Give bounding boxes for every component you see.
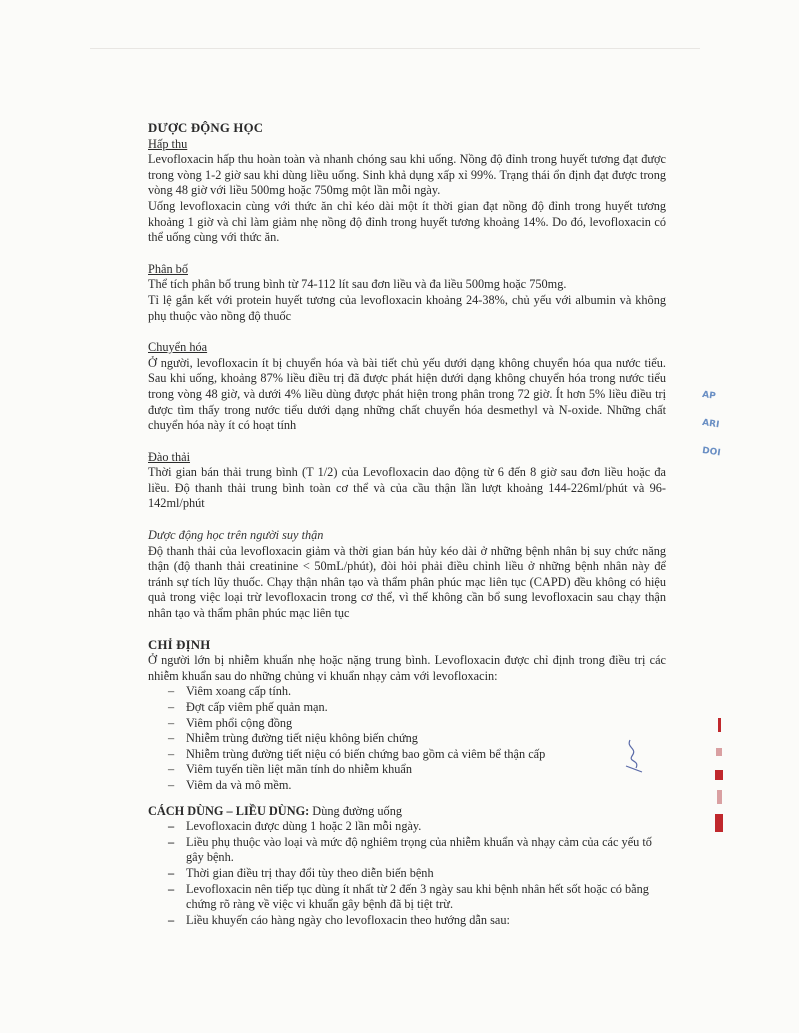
list-item: – Đợt cấp viêm phế quản mạn. [148,700,666,716]
subheading-metabolism: Chuyển hóa [148,340,208,355]
stamp-text: ARI [701,417,720,431]
paragraph-absorption-1: Levofloxacin hấp thu hoàn toàn và nhanh chóng sau khi uống. Nồng độ đỉnh trong huyết tương đạt được trong vòng 1-2 giờ sau khi dùng liều uống. Sinh khả dụng xấp xỉ 99%. Trạng thái ổn định đạt được trong vòng 48 giờ với liều 500mg hoặc 750mg một lần mỗi ngày. [148,152,666,198]
list-item: – Liều khuyến cáo hàng ngày cho levofloxacin theo hướng dẫn sau: [148,913,666,929]
stamp-text: DOI [701,445,722,459]
red-edge-mark [706,718,728,846]
paragraph-indications-intro: Ở người lớn bị nhiễm khuẩn nhẹ hoặc nặng trung bình. Levofloxacin được chỉ định trong điều trị các nhiễm khuẩn sau do những chủng vi khuẩn nhạy cảm với levofloxacin: [148,653,666,683]
paragraph-distribution-2: Tỉ lệ gắn kết với protein huyết tương của levofloxacin khoảng 24-38%, chủ yếu với albumin và không phụ thuộc vào nồng độ thuốc [148,292,666,323]
indications-list [148,684,666,793]
list-item: – Viêm xoang cấp tính. [148,684,666,700]
list-item: – Levofloxacin nên tiếp tục dùng ít nhất từ 2 đến 3 ngày sau khi bệnh nhân hết sốt hoặc có bằng chứng rõ ràng về việc vi khuẩn gây bệnh đã bị tiệt trừ. [148,882,666,913]
list-item: – Viêm phổi cộng đồng [148,716,666,732]
list-item: – Levofloxacin được dùng 1 hoặc 2 lần mỗi ngày. [148,819,666,835]
list-item: – Thời gian điều trị thay đổi tùy theo diễn biến bệnh [148,866,666,882]
paragraph-distribution-1: Thể tích phân bố trung bình từ 74-112 lít sau đơn liều và đa liều 500mg hoặc 750mg. [148,277,567,292]
section-title-dosage [148,804,666,820]
list-item: – Liều phụ thuộc vào loại và mức độ nghiêm trọng của nhiễm khuẩn và nhạy cảm của các yếu tố gây bệnh. [148,835,666,866]
list-item: – Viêm tuyến tiền liệt mãn tính do nhiễm khuẩn [148,762,666,778]
scan-edge-line [90,48,700,49]
margin-stamp [701,389,732,476]
section-title-indications: CHỈ ĐỊNH [148,637,211,652]
list-item: – Nhiễm trùng đường tiết niệu không biến chứng [148,731,666,747]
dosage-title: CÁCH DÙNG – LIỀU DÙNG: [148,803,310,818]
list-item: – Nhiễm trùng đường tiết niệu có biến chứng bao gồm cả viêm bể thận cấp [148,747,666,763]
paragraph-renal: Độ thanh thải của levofloxacin giảm và thời gian bán hủy kéo dài ở những bệnh nhân bị suy chức năng thận (độ thanh thải creatinine < 50mL/phút), đòi hỏi phải điều chỉnh liều ở những bệnh nhân này để tránh sự tích lũy thuốc. Chạy thận nhân tạo và thẩm phân phúc mạc liên tục (CAPD) đều không có hiệu quả trong việc loại trừ levofloxacin trong cơ thể, vì thế không cần bổ sung levofloxacin sau chạy thận nhân tạo và thẩm phân phúc mạc liên tục [148,543,666,621]
subheading-absorption: Hấp thu [148,136,188,151]
subheading-elimination: Đào thải [148,449,191,464]
dosage-route: Dùng đường uống [309,803,402,818]
document-page [148,121,666,928]
dosage-list [148,819,666,928]
subheading-distribution: Phân bố [148,261,188,276]
section-title-pharmacokinetics: DƯỢC ĐỘNG HỌC [148,121,264,135]
paragraph-elimination: Thời gian bán thải trung bình (T 1/2) của Levofloxacin dao động từ 6 đến 8 giờ sau đơn liều hoặc đa liều. Độ thanh thải trung bình toàn cơ thể và của cầu thận lần lượt khoảng 144-226ml/phút và 96-142ml/phút [148,465,666,511]
signature-mark [618,736,648,776]
subheading-renal: Dược động học trên người suy thận [148,528,324,543]
list-item: – Viêm da và mô mềm. [148,778,666,794]
paragraph-absorption-2: Uống levofloxacin cùng với thức ăn chỉ kéo dài một ít thời gian đạt nồng độ đỉnh trong huyết tương khoảng 1 giờ và chỉ làm giảm nhẹ nồng độ đỉnh trong huyết tương khoảng 14%. Do đó, levofloxacin có thể uống cùng với thức ăn. [148,198,666,245]
paragraph-metabolism: Ở người, levofloxacin ít bị chuyển hóa và bài tiết chủ yếu dưới dạng không chuyển hóa qua nước tiểu. Sau khi uống, khoảng 87% liều điều trị đã được phát hiện dưới dạng không chuyển hóa trong nước tiểu trong vòng 48 giờ, và dưới 4% liều dùng được phát hiện trong phân trong 72 giờ. Ít hơn 5% liều điều trị được tìm thấy trong nước tiểu dưới dạng những chất chuyển hóa desmethyl và N-oxide. Những chất chuyển hóa này ít có hoạt tính [148,355,666,433]
stamp-text: AP [701,389,717,402]
